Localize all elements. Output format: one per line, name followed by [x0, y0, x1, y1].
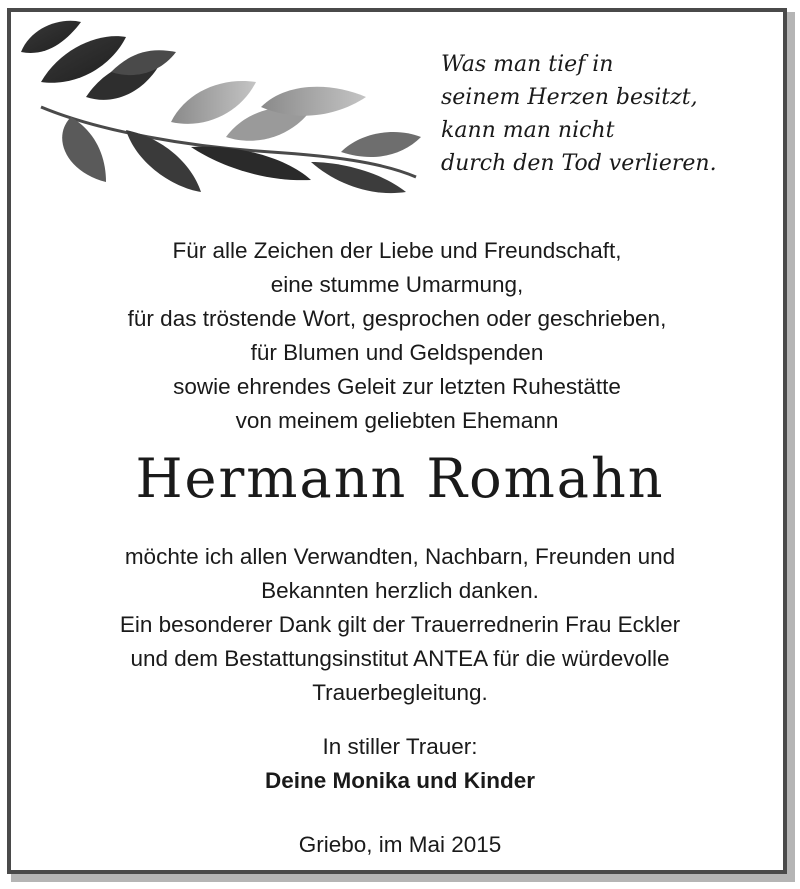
thanks-line: möchte ich allen Verwandten, Nachbarn, Freunden und	[124, 544, 676, 569]
intro-line: für Blumen und Geldspenden	[250, 340, 544, 365]
deceased-name: Hermann Romahn	[135, 447, 665, 510]
intro-line: für das tröstende Wort, gesprochen oder geschrieben,	[127, 306, 667, 331]
thanks-text	[0, 540, 800, 710]
quote-line: seinem Herzen besitzt,	[441, 85, 698, 110]
intro-line: von meinem geliebten Ehemann	[235, 408, 559, 433]
signature: Deine Monika und Kinder	[264, 768, 536, 793]
thanks-line: Bekannten herzlich danken.	[261, 578, 539, 603]
place-date: Griebo, im Mai 2015	[298, 832, 502, 857]
thanks-line: Trauerbegleitung.	[312, 680, 488, 705]
quote-line: Was man tief in	[441, 52, 614, 77]
thanks-line: Ein besonderer Dank gilt der Trauerrednerin Frau Eckler	[119, 612, 681, 637]
mourning-block	[0, 730, 800, 798]
quote-block	[441, 48, 781, 180]
intro-line: eine stumme Umarmung,	[270, 272, 524, 297]
quote-line: kann man nicht	[441, 118, 615, 143]
olive-branch-icon	[11, 12, 431, 222]
mourning-label: In stiller Trauer:	[322, 734, 478, 759]
intro-line: Für alle Zeichen der Liebe und Freundschaft,	[172, 238, 622, 263]
thanks-line: und dem Bestattungsinstitut ANTEA für die würdevolle	[130, 646, 670, 671]
intro-text	[11, 234, 783, 438]
quote-line: durch den Tod verlieren.	[441, 151, 717, 176]
intro-line: sowie ehrendes Geleit zur letzten Ruhestätte	[173, 374, 621, 399]
